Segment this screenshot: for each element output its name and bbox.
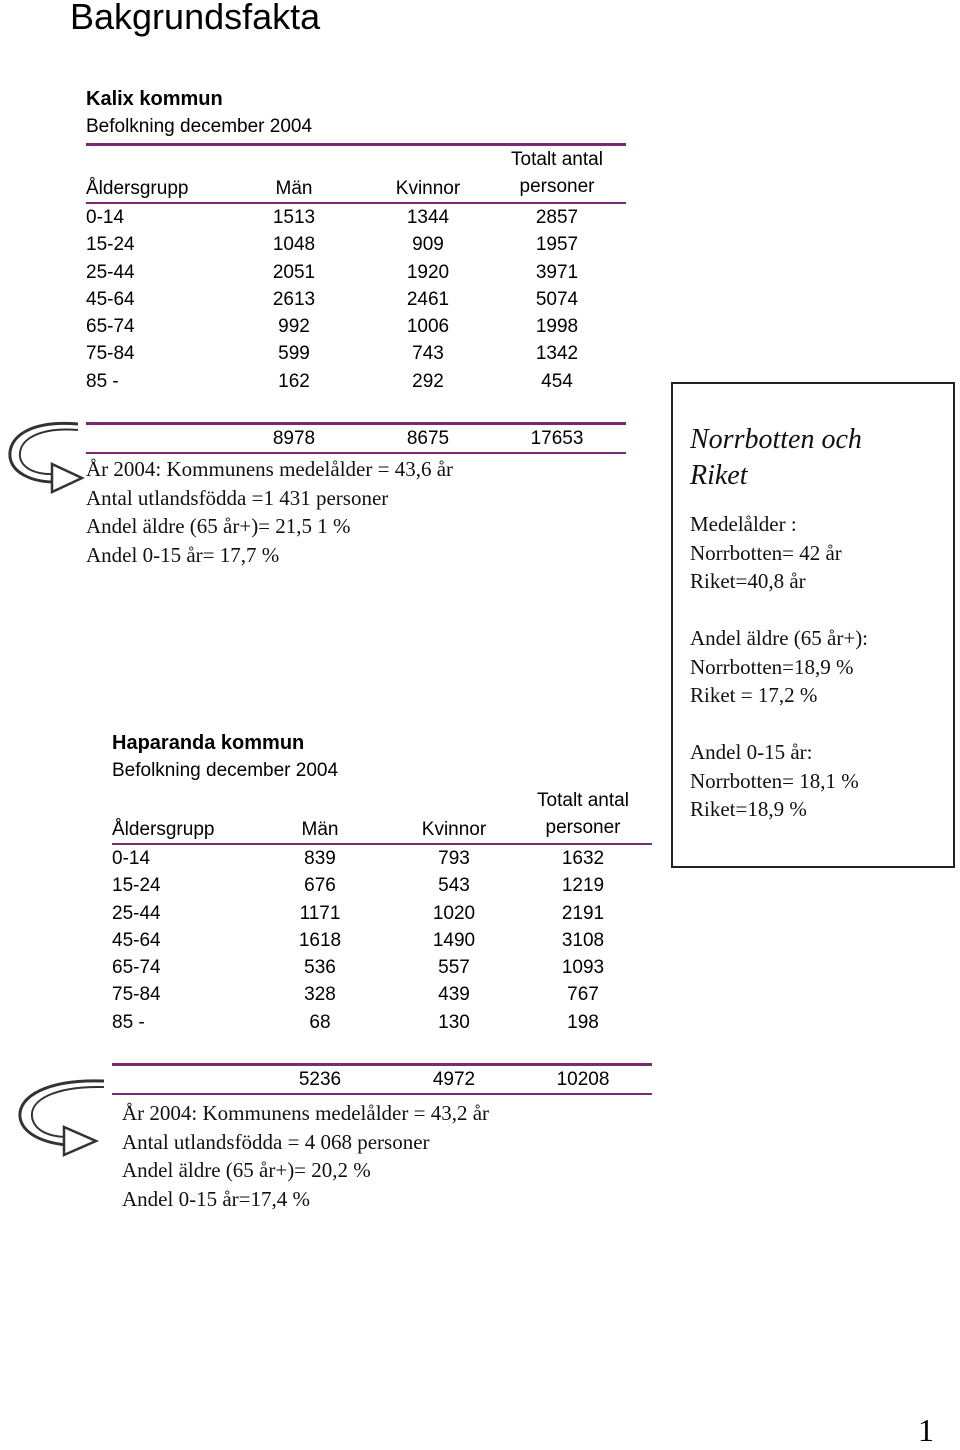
header-total-line1: Totalt antal [537, 790, 629, 811]
sum-bottom-rule [86, 452, 626, 454]
cell-total: 1957 [535, 234, 579, 256]
andel-0-15-riket: Riket=18,9 % [690, 797, 807, 821]
table-row [112, 845, 652, 872]
sum-total: 10208 [556, 1069, 610, 1091]
cell-total: 1219 [561, 875, 605, 897]
cell-age: 65-74 [112, 957, 161, 979]
cell-men: 839 [304, 848, 336, 869]
cell-age: 15-24 [86, 234, 135, 256]
side-box-title [690, 422, 953, 494]
cell-men: 536 [304, 957, 336, 979]
sum-total: 17653 [530, 428, 584, 450]
cell-total: 454 [541, 370, 573, 392]
side-title-line1: Norrbotten och [690, 424, 862, 455]
cell-men: 2051 [272, 261, 316, 283]
header-men: Män [275, 178, 313, 199]
cell-age: 85 - [112, 1011, 145, 1033]
table-row [86, 340, 626, 367]
cell-age: 25-44 [86, 261, 135, 283]
medelalder-riket: Riket=40,8 år [690, 569, 806, 593]
cell-total: 1632 [561, 848, 605, 869]
cell-age: 0-14 [86, 207, 125, 228]
table-row [86, 286, 626, 313]
cell-age: 15-24 [112, 875, 161, 897]
andel-0-15-label: Andel 0-15 år: [690, 740, 813, 764]
cell-women: 1920 [406, 261, 450, 283]
table-row [86, 204, 626, 231]
table-row [86, 313, 626, 340]
cell-men: 328 [304, 984, 336, 1006]
haparanda-facts [122, 1099, 489, 1213]
header-total-line1: Totalt antal [511, 149, 603, 170]
cell-age: 0-14 [112, 848, 151, 869]
cell-age: 75-84 [86, 343, 135, 365]
cell-men: 676 [304, 875, 336, 897]
fact-andel-0-15: Andel 0-15 år=17,4 % [122, 1186, 310, 1211]
side-title-line2: Riket [690, 460, 748, 491]
cell-women: 1490 [432, 929, 476, 951]
table-row [112, 900, 652, 927]
cell-total: 2857 [535, 207, 579, 228]
cell-women: 557 [438, 957, 470, 979]
table-row [112, 954, 652, 981]
sum-row [112, 1066, 652, 1093]
cell-women: 1344 [406, 207, 450, 228]
cell-men: 1513 [272, 207, 316, 228]
page-title: Bakgrundsfakta [70, 0, 321, 37]
cell-total: 1998 [535, 316, 579, 338]
cell-total: 1342 [535, 343, 579, 365]
cell-women: 292 [412, 370, 444, 392]
table-header [112, 787, 652, 843]
header-women: Kvinnor [421, 819, 487, 840]
cell-total: 3971 [535, 261, 579, 283]
cell-age: 45-64 [86, 288, 135, 310]
header-total [486, 146, 628, 200]
cell-total: 1093 [561, 957, 605, 979]
cell-women: 130 [438, 1011, 470, 1033]
haparanda-subtitle: Befolkning december 2004 [112, 760, 339, 781]
sum-women: 8675 [406, 428, 450, 450]
header-men: Män [301, 819, 339, 840]
cell-men: 1048 [272, 234, 316, 256]
haparanda-table [112, 730, 652, 1095]
table-row [112, 981, 652, 1008]
andel-aldre-norrbotten: Norrbotten=18,9 % [690, 654, 854, 679]
cell-women: 743 [412, 343, 444, 365]
header-total-line2: personer [545, 817, 621, 838]
table-row [112, 1009, 652, 1036]
table-header [86, 146, 626, 202]
header-age-group: Åldersgrupp [86, 178, 189, 199]
medelalder-norrbotten: Norrbotten= 42 år [690, 540, 842, 565]
cell-men: 1618 [298, 929, 342, 951]
cell-women: 909 [412, 234, 444, 256]
haparanda-title: Haparanda kommun [112, 732, 305, 754]
header-age-group: Åldersgrupp [112, 819, 215, 840]
cell-women: 1006 [406, 316, 450, 338]
cell-men: 599 [278, 343, 310, 365]
cell-men: 68 [309, 1011, 331, 1033]
cell-total: 5074 [535, 288, 579, 310]
cell-women: 439 [438, 984, 470, 1006]
header-total [512, 787, 654, 841]
kalix-table [86, 86, 626, 454]
cell-total: 198 [567, 1011, 599, 1033]
table-row [86, 368, 626, 395]
cell-age: 75-84 [112, 984, 161, 1006]
norrbotten-riket-box [671, 382, 955, 868]
kalix-rows [86, 204, 626, 395]
fact-medelalder: År 2004: Kommunens medelålder = 43,2 år [122, 1101, 490, 1125]
cell-men: 2613 [272, 288, 316, 310]
fact-utlandsfodda: Antal utlandsfödda =1 431 personer [86, 485, 389, 510]
andel-aldre-label: Andel äldre (65 år+): [690, 626, 869, 650]
table-row [112, 927, 652, 954]
header-women: Kvinnor [395, 178, 461, 199]
andel-aldre-riket: Riket = 17,2 % [690, 683, 818, 707]
fact-utlandsfodda: Antal utlandsfödda = 4 068 personer [122, 1129, 430, 1154]
cell-age: 85 - [86, 370, 119, 392]
fact-andel-aldre: Andel äldre (65 år+)= 20,2 % [122, 1158, 371, 1182]
table-row [86, 231, 626, 258]
cell-age: 45-64 [112, 929, 161, 951]
kalix-facts [86, 455, 453, 569]
page-number: 1 [918, 1412, 934, 1448]
curved-arrow-icon [6, 1075, 111, 1160]
cell-age: 25-44 [112, 902, 161, 924]
sum-men: 5236 [298, 1069, 342, 1091]
cell-women: 2461 [406, 288, 450, 310]
header-total-line2: personer [519, 176, 595, 197]
cell-women: 543 [438, 875, 470, 897]
curved-arrow-icon [0, 412, 85, 497]
fact-andel-0-15: Andel 0-15 år= 17,7 % [86, 542, 280, 567]
cell-men: 162 [278, 370, 310, 392]
andel-0-15-norrbotten: Norrbotten= 18,1 % [690, 768, 859, 793]
cell-women: 793 [438, 848, 470, 869]
cell-women: 1020 [432, 902, 476, 924]
cell-total: 3108 [561, 929, 605, 951]
sum-row [86, 425, 626, 452]
sum-bottom-rule [112, 1093, 652, 1095]
fact-medelalder: År 2004: Kommunens medelålder = 43,6 år [86, 457, 454, 481]
cell-total: 767 [567, 984, 599, 1006]
cell-men: 1171 [299, 902, 341, 924]
table-row [112, 872, 652, 899]
cell-age: 65-74 [86, 316, 135, 338]
cell-total: 2191 [561, 902, 605, 924]
medelalder-label: Medelålder : [690, 512, 797, 536]
table-row [86, 259, 626, 286]
fact-andel-aldre: Andel äldre (65 år+)= 21,5 1 % [86, 514, 351, 538]
kalix-title: Kalix kommun [86, 88, 223, 110]
kalix-subtitle: Befolkning december 2004 [86, 116, 313, 137]
sum-women: 4972 [432, 1069, 476, 1091]
sum-men: 8978 [272, 428, 316, 450]
cell-men: 992 [278, 316, 310, 338]
haparanda-rows [112, 845, 652, 1036]
